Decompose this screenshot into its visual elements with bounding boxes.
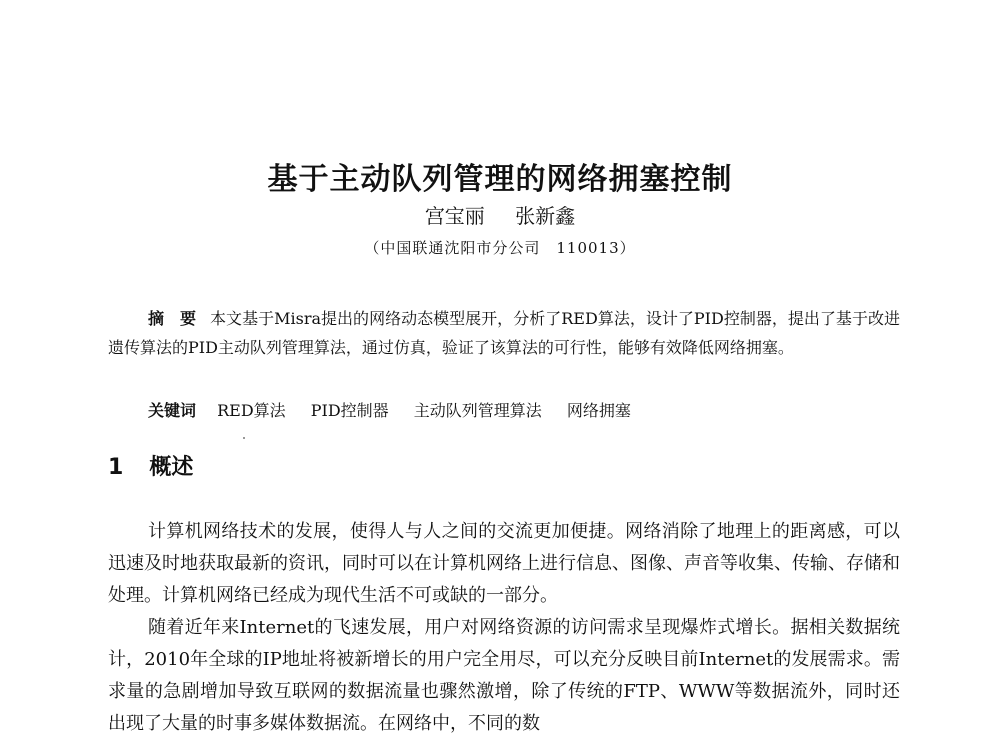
- body-text: [108, 516, 900, 740]
- author-list: [0, 202, 1000, 230]
- abstract-label: 摘 要: [148, 309, 197, 328]
- abstract-text: 本文基于Misra提出的网络动态模型展开，分析了RED算法，设计了PID控制器，提出了基于改进遗传算法的PID主动队列管理算法，通过仿真，验证了该算法的可行性，能够有效降低网络拥塞。: [108, 309, 900, 357]
- keyword: RED算法: [217, 401, 286, 420]
- keywords: [148, 396, 900, 425]
- abstract: [108, 304, 900, 362]
- scan-speck: [243, 437, 245, 439]
- paragraph: 随着近年来Internet的飞速发展，用户对网络资源的访问需求呈现爆炸式增长。据相关数据统计，2010年全球的IP地址将被新增长的用户完全用尽，可以充分反映目前Internet的发展需求。需求量的急剧增加导致互联网的数据流量也骤然激增，除了传统的FTP、WWW等数据流外，同时还出现了大量的时事多媒体数据流。在网络中，不同的数: [108, 617, 900, 734]
- paper-title: 基于主动队列管理的网络拥塞控制: [267, 162, 733, 197]
- author-name: 张新鑫: [515, 204, 576, 228]
- paragraph: 计算机网络技术的发展，使得人与人之间的交流更加便捷。网络消除了地理上的距离感，可以迅速及时地获取最新的资讯，同时可以在计算机网络上进行信息、图像、声音等收集、传输、存储和处理。计算机网络已经成为现代生活不可或缺的一部分。: [108, 521, 900, 606]
- section-number: 1: [108, 455, 124, 480]
- section-title: 概述: [149, 455, 194, 480]
- keyword: 主动队列管理算法: [413, 401, 542, 420]
- author-name: 宫宝丽: [424, 204, 485, 228]
- keywords-label: 关键词: [148, 401, 197, 420]
- keyword: PID控制器: [310, 401, 389, 420]
- keyword: 网络拥塞: [566, 401, 631, 420]
- section-heading: [108, 452, 193, 484]
- author-affiliation: （中国联通沈阳市分公司 110013）: [364, 239, 636, 257]
